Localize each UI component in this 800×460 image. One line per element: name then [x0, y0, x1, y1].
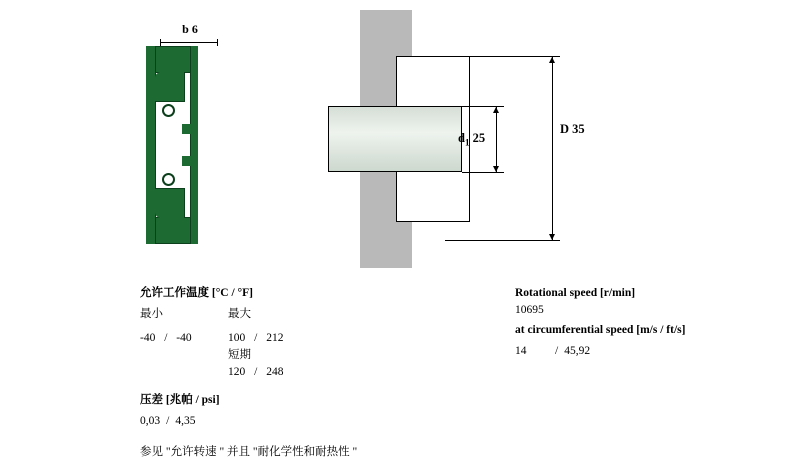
temperature-and-pressure-specs: [140, 285, 400, 460]
seal-upper-lip-arm: [155, 72, 185, 102]
inner-diameter-symbol: d: [458, 131, 465, 145]
outer-diameter-dimension-line: [552, 56, 553, 240]
short-term-celsius: 120: [228, 365, 246, 378]
pressure-heading: 压差 [兆帕 / psi]: [140, 394, 220, 407]
seal-upper-garter-spring-icon: [162, 104, 175, 117]
short-term-slash: /: [254, 365, 258, 378]
seal-width-dimension: [150, 22, 230, 44]
inner-diameter-arrow-top: [493, 107, 499, 113]
short-term-values: [228, 364, 290, 381]
circumferential-speed-ms: 14: [515, 345, 527, 358]
inner-diameter-lower-extension: [462, 172, 504, 173]
rotational-speed-heading: Rotational speed [r/min]: [515, 287, 636, 299]
outer-diameter-lower-extension: [445, 240, 560, 241]
seal-lower-lip-tip: [182, 156, 191, 166]
temperature-column-headings: [140, 306, 400, 323]
inner-diameter-label: [458, 131, 485, 148]
seal-lower-garter-spring-icon: [162, 173, 175, 186]
temperature-min-row: [140, 330, 202, 347]
reference-note: 参见 "允许转速 " 并且 "耐化学性和耐热性 ": [140, 445, 358, 458]
circumferential-speed-fts: 45,92: [564, 345, 591, 358]
outer-diameter-upper-extension: [445, 56, 560, 57]
rotational-speed-value: 10695: [515, 303, 544, 316]
circumferential-speed-values-row: [515, 343, 785, 360]
seal-width-label: b 6: [182, 22, 198, 36]
pressure-mpa: 0,03: [140, 415, 161, 428]
speed-specs: [515, 285, 785, 360]
outer-diameter-arrow-bottom: [549, 234, 555, 240]
temperature-values-row: [140, 330, 400, 347]
min-celsius: -40: [140, 332, 156, 345]
inner-diameter-dimension-line: [496, 106, 497, 172]
temperature-heading: 允许工作温度 [°C / °F]: [140, 287, 254, 299]
temperature-max-row: [228, 330, 290, 347]
min-fahrenheit: -40: [176, 332, 192, 345]
seal-lower-lip-arm: [155, 188, 185, 218]
pressure-values-row: [140, 413, 400, 430]
pressure-psi: 4,35: [175, 415, 196, 428]
circumferential-slash: /: [555, 345, 559, 358]
inner-diameter-value: 25: [472, 131, 486, 145]
seal-width-dimension-line: [160, 42, 218, 43]
short-term-values-row: [140, 364, 400, 381]
max-celsius: 100: [228, 332, 246, 345]
seal-right-edge: [190, 46, 198, 244]
max-slash: /: [254, 332, 258, 345]
outer-diameter-label: D 35: [560, 122, 585, 136]
shaft-housing-drawing: [320, 10, 660, 268]
max-fahrenheit: 212: [266, 332, 284, 345]
min-slash: /: [164, 332, 168, 345]
seal-body: [146, 46, 198, 244]
inner-diameter-subscript: 1: [464, 137, 470, 148]
max-heading: 最大: [228, 307, 251, 320]
seal-cross-section-drawing: [120, 10, 300, 265]
min-heading: 最小: [140, 307, 163, 320]
seal-upper-lip-tip: [182, 124, 191, 134]
circumferential-speed-heading: at circumferential speed [m/s / ft/s]: [515, 324, 686, 337]
outer-diameter-arrow-top: [549, 57, 555, 63]
pressure-slash: /: [166, 415, 170, 428]
shaft: [328, 106, 462, 172]
inner-diameter-arrow-bottom: [493, 166, 499, 172]
short-term-heading: 短期: [228, 349, 251, 362]
short-term-heading-row: [140, 347, 400, 364]
short-term-fahrenheit: 248: [266, 365, 284, 378]
